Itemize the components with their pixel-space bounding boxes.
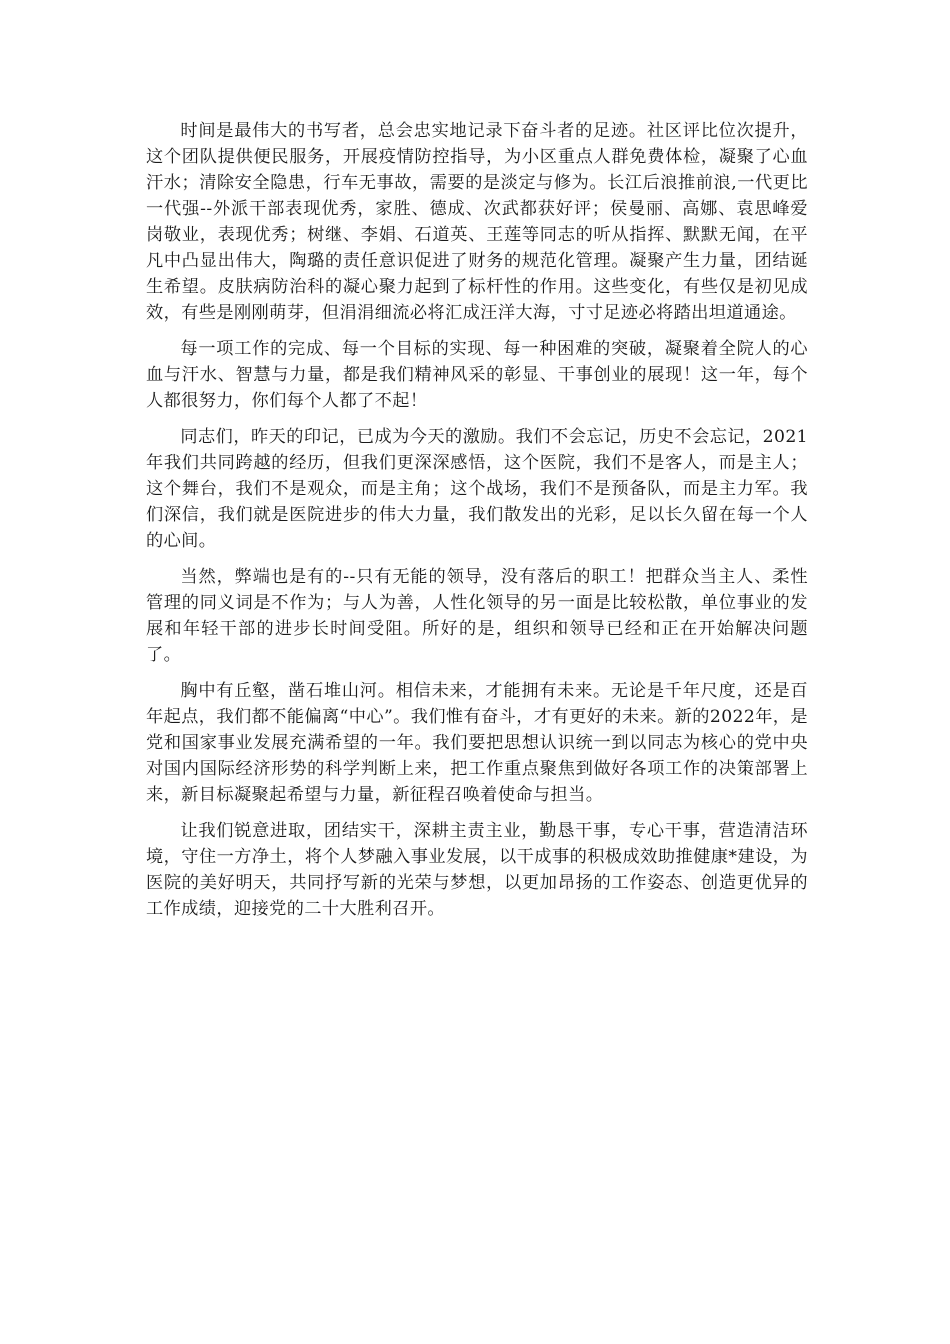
paragraph-3: 同志们，昨天的印记，已成为今天的激励。我们不会忘记，历史不会忘记，2021年我们共同跨越的经历，但我们更深深感悟，这个医院，我们不是客人，而是主人；这个舞台，我们不是观众，而是主角；这个战场，我们不是预备队，而是主力军。我们深信，我们就是医院进步的伟大力量，我们散发出的光彩，足以长久留在每一个人的心间。: [146, 427, 808, 551]
paragraph-6: 让我们锐意进取，团结实干，深耕主责主业，勤恳干事，专心干事，营造清洁环境，守住一方净土，将个人梦融入事业发展，以干成事的积极成效助推健康*建设，为医院的美好明天，共同抒写新的光荣与梦想，以更加昂扬的工作姿态、创造更优异的工作成绩，迎接党的二十大胜利召开。: [146, 821, 809, 919]
document-body: [146, 118, 808, 932]
paragraph-1: 时间是最伟大的书写者，总会忠实地记录下奋斗者的足迹。社区评比位次提升，这个团队提供便民服务，开展疫情防控指导，为小区重点人群免费体检，凝聚了心血汗水；清除安全隐患，行车无事故，需要的是淡定与修为。长江后浪推前浪,一代更比一代强--外派干部表现优秀，家胜、德成、次武都获好评；侯曼丽、高娜、袁思峰爱岗敬业，表现优秀；树继、李娟、石道英、王莲等同志的听从指挥、默默无闻，在平凡中凸显出伟大，陶璐的责任意识促进了财务的规范化管理。凝聚产生力量，团结诞生希望。皮肤病防治科的凝心聚力起到了标杆性的作用。这些变化，有些仅是初见成效，有些是刚刚萌芽，但涓涓细流必将汇成汪洋大海，寸寸足迹必将踏出坦道通途。: [146, 121, 808, 323]
paragraph-4: 当然，弊端也是有的--只有无能的领导，没有落后的职工！把群众当主人、柔性管理的同义词是不作为；与人为善，人性化领导的另一面是比较松散，单位事业的发展和年轻干部的进步长时间受阻。所好的是，组织和领导已经和正在开始解决问题了。: [146, 567, 808, 665]
paragraph-5: 胸中有丘壑，凿石堆山河。相信未来，才能拥有未来。无论是千年尺度，还是百年起点，我们都不能偏离“中心”。我们惟有奋斗，才有更好的未来。新的2022年，是党和国家事业发展充满希望的一年。我们要把思想认识统一到以同志为核心的党中央对国内国际经济形势的科学判断上来，把工作重点聚焦到做好各项工作的决策部署上来，新目标凝聚起希望与力量，新征程召唤着使命与担当。: [146, 681, 808, 805]
paragraph-2: 每一项工作的完成、每一个目标的实现、每一种困难的突破，凝聚着全院人的心血与汗水、智慧与力量，都是我们精神风采的彰显、干事创业的展现！这一年，每个人都很努力，你们每个人都了不起！: [146, 339, 808, 411]
